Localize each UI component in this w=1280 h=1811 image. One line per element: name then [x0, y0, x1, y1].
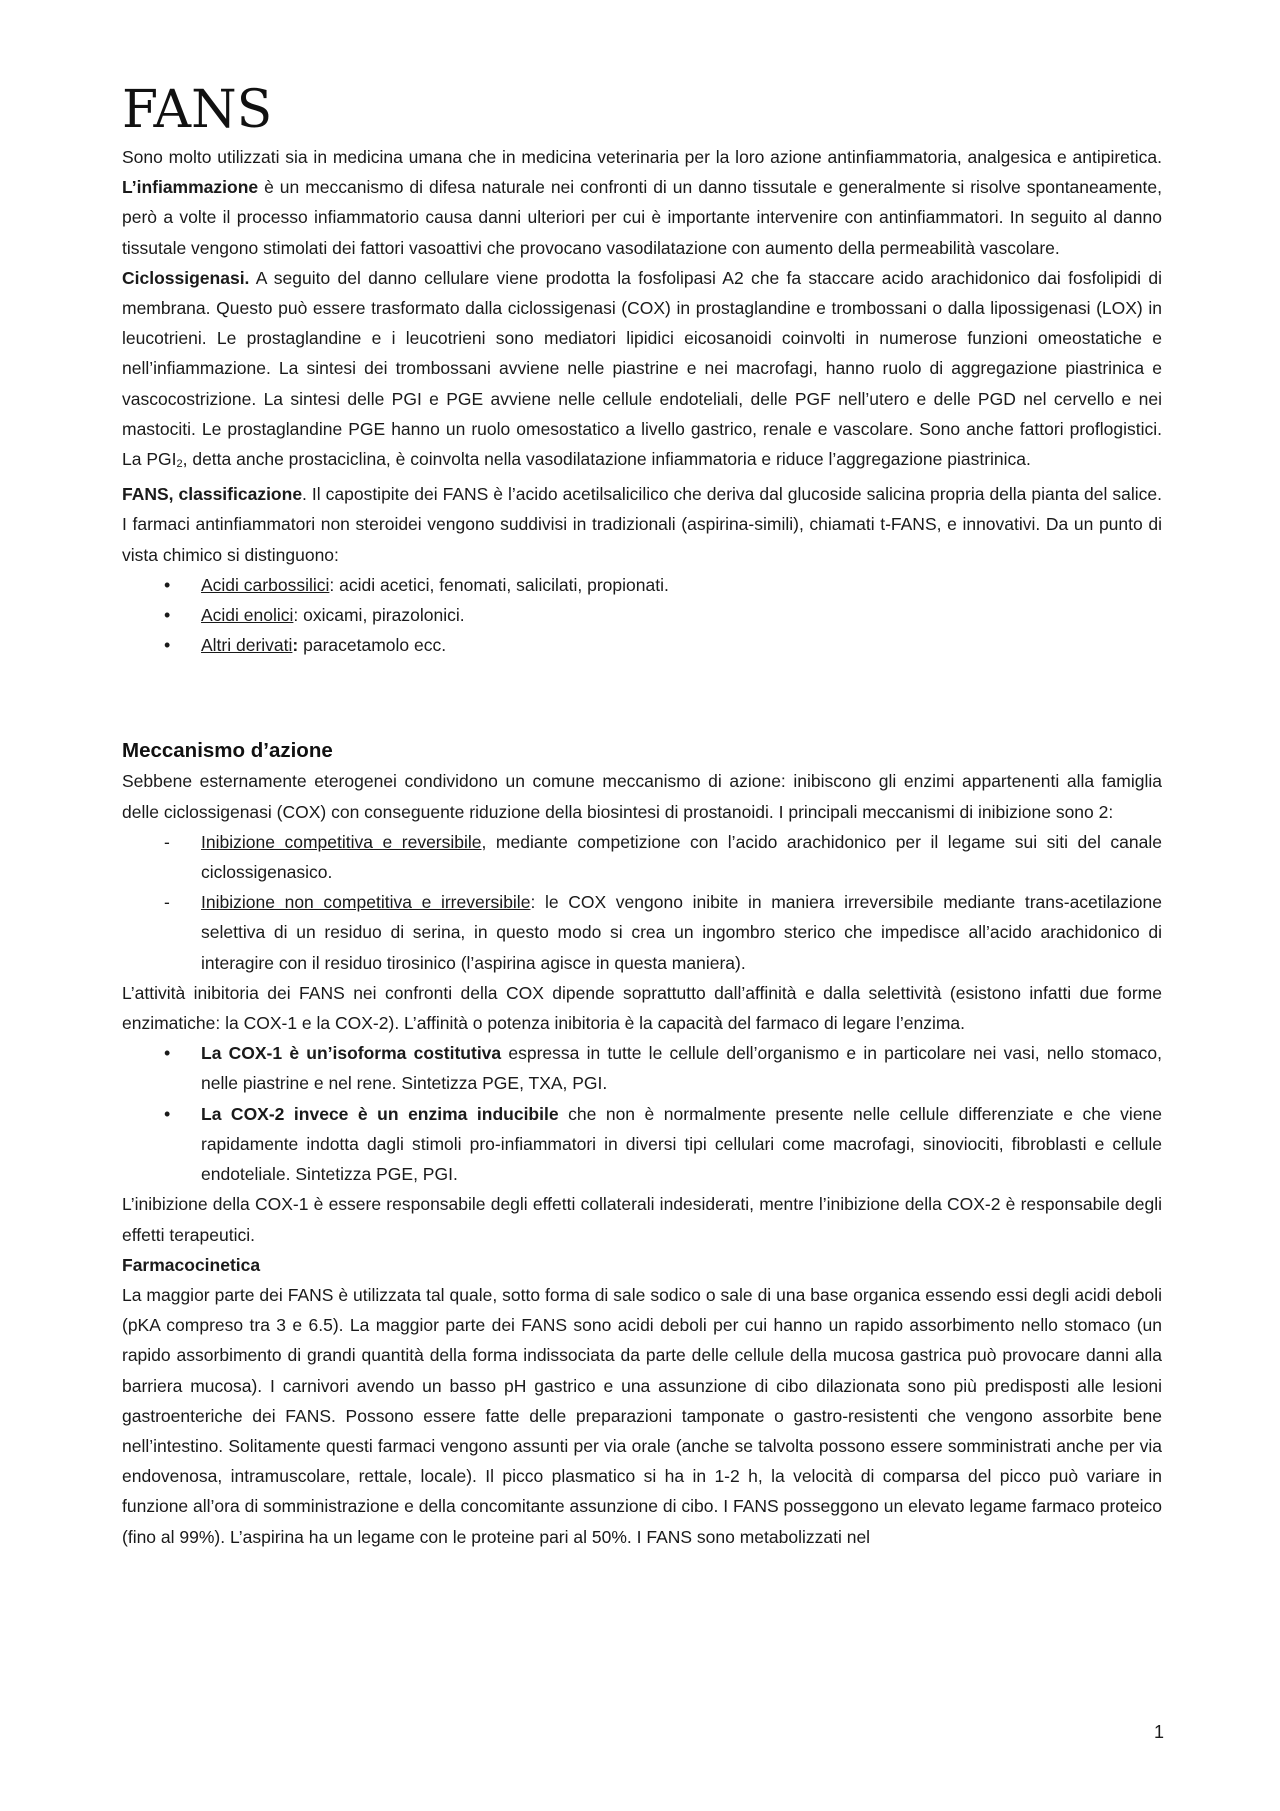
- list-item: [122, 1099, 1162, 1190]
- cox-paragraph: [122, 263, 1162, 479]
- intro-paragraph: [122, 142, 1162, 263]
- list-item-bold: La COX-1 è un’isoforma costitutiva: [201, 1043, 502, 1064]
- list-item: [122, 600, 1162, 630]
- list-item-label: Altri derivati: [201, 635, 293, 656]
- list-item: [122, 570, 1162, 600]
- list-item-sep: :: [292, 635, 299, 656]
- cox-heading: Ciclossigenasi.: [122, 267, 250, 288]
- list-item-text: che non è normalmente presente nelle cellule differenziate e che viene rapidamente indotta dagli stimoli pro-infiammatori in diversi tipi cellulari come macrofagi, sinoviociti, fibroblasti e cellule endoteliale. Sintetizza PGE, PGI.: [201, 1103, 1163, 1185]
- list-item: [122, 1038, 1162, 1098]
- cox-text-b: , detta anche prostaciclina, è coinvolta nella vasodilatazione infiammatoria e riduce l’aggregazione piastrinica.: [182, 449, 1031, 470]
- inhibition-effects-paragraph: L’inibizione della COX-1 è essere responsabile degli effetti collaterali indesiderati, mentre l’inibizione della COX-2 è responsabile degli effetti terapeutici.: [122, 1194, 1162, 1245]
- list-item-text: : le COX vengono inibite in maniera irreversibile mediante trans-acetilazione selettiva di un residuo di serina, in questo modo si crea un ingombro sterico che impedisce all’acido arachidonico di interagire con il residuo tirosinico (l’aspirina agisce in questa maniera).: [201, 892, 1162, 973]
- cox-subscript: 2: [176, 458, 183, 471]
- list-item: [122, 827, 1162, 887]
- page-title: FANS: [122, 80, 273, 140]
- inhibition-list: [122, 827, 1162, 978]
- mechanism-heading: Meccanismo d’azione: [122, 739, 333, 763]
- classification-list: [122, 570, 1162, 661]
- document-page: [122, 78, 1162, 1552]
- classification-paragraph: [122, 479, 1162, 570]
- cox-isoform-list: [122, 1038, 1162, 1189]
- pk-paragraph: La maggior parte dei FANS è utilizzata tal quale, sotto forma di sale sodico o sale di una base organica essendo essi degli acidi deboli (pKA compreso tra 3 e 6.5). La maggior parte dei FANS sono acidi deboli per cui hanno un rapido assorbimento nello stomaco (un rapido assorbimento di grandi quantità della forma indissociata da parte delle cellule della mucosa gastrica può provocare danni alla barriera mucosa). I carnivori avendo un basso pH gastrico e una assunzione di cibo dilazionata sono più predisposti alle lesioni gastroenteriche dei FANS. Possono essere fatte delle preparazioni tamponate o gastro-resistenti che vengono assorbite bene nell’intestino. Solitamente questi farmaci vengono assunti per via orale (anche se talvolta possono essere somministrati anche per via endovenosa, intramuscolare, rettale, locale). Il picco plasmatico si ha in 1-2 h, la velocità di comparsa del picco può variare in funzione all’ora di somministrazione e della concomitante assunzione di cibo. I FANS posseggono un elevato legame farmaco proteico (fino al 99%). L’aspirina ha un legame con le proteine pari al 50%. I FANS sono metabolizzati nel: [122, 1284, 1162, 1547]
- affinity-paragraph: L’attività inibitoria dei FANS nei confronti della COX dipende soprattutto dall’affinità e dalla selettività (esistono infatti due forme enzimatiche: la COX-1 e la COX-2). L’affinità o potenza inibitoria è la capacità del farmaco di legare l’enzima.: [122, 982, 1162, 1034]
- list-item-label: Acidi enolici: [201, 605, 294, 626]
- intro-bold-term: L’infiammazione: [122, 177, 259, 198]
- pk-heading: Farmacocinetica: [122, 1254, 261, 1275]
- list-item-text: : oxicami, pirazolonici.: [293, 605, 465, 626]
- list-item-text: paracetamolo ecc.: [298, 635, 447, 656]
- mechanism-paragraph: Sebbene esternamente eterogenei condividono un comune meccanismo di azione: inibiscono gli enzimi appartenenti alla famiglia delle ciclossigenasi (COX) con conseguente riduzione della biosintesi di prostanoidi. I principali meccanismi di inibizione sono 2:: [122, 771, 1162, 822]
- list-item-label: Inibizione non competitiva e irreversibile: [201, 892, 531, 913]
- list-item-label: Inibizione competitiva e reversibile,: [201, 831, 487, 852]
- list-item-text: : acidi acetici, fenomati, salicilati, propionati.: [329, 574, 669, 595]
- list-item-text: espressa in tutte le cellule dell’organismo e in particolare nei vasi, nello stomaco, nelle piastrine e nel rene. Sintetizza PGE, TXA, PGI.: [201, 1043, 1163, 1094]
- list-item-label: Acidi carbossilici: [201, 574, 330, 595]
- intro-text-a: Sono molto utilizzati sia in medicina umana che in medicina veterinaria per la loro azione antinfiammatoria, analgesica e antipiretica.: [122, 147, 1162, 167]
- classification-text: . Il capostipite dei FANS è l’acido acetilsalicilico che deriva dal glucoside salicina propria della pianta del salice. I farmaci antinfiammatori non steroidei vengono suddivisi in tradizionali (aspirina-simili), chiamati t-FANS, e innovativi. Da un punto di vista chimico si distinguono:: [122, 484, 1162, 565]
- page-number: 1: [1153, 1722, 1164, 1742]
- list-item: [122, 630, 1162, 660]
- section-gap: [122, 660, 1162, 736]
- list-item-text: mediante competizione con l’acido arachidonico per il legame sui siti del canale ciclossigenasico.: [201, 831, 1162, 883]
- cox-text-a: A seguito del danno cellulare viene prodotta la fosfolipasi A2 che fa staccare acido arachidonico dai fosfolipidi di membrana. Questo può essere trasformato dalla ciclossigenasi (COX) in prostaglandine e trombossani o dalla lipossigenasi (LOX) in leucotrieni. Le prostaglandine e i leucotrieni sono mediatori lipidici eicosanoidi coinvolti in numerose funzioni omeostatiche e nell’infiammazione. La sintesi dei trombossani avviene nelle piastrine e nei macrofagi, hanno ruolo di aggregazione piastrinica e vascocostrizione. La sintesi delle PGI e PGE avviene nelle cellule endoteliali, delle PGF nell’utero e delle PGD nel cervello e nei mastociti. Le prostaglandine PGE hanno un ruolo omesostatico a livello gastrico, renale e vascolare. Sono anche fattori proflogistici. La PGI: [122, 267, 1162, 470]
- list-item: [122, 887, 1162, 978]
- intro-text-b: è un meccanismo di difesa naturale nei confronti di un danno tissutale e generalmente si risolve spontaneamente, però a volte il processo infiammatorio causa danni ulteriori per cui è importante intervenire con antinfiammatori. In seguito al danno tissutale vengono stimolati dei fattori vasoattivi che provocano vasodilatazione con aumento della permeabilità vascolare.: [122, 177, 1162, 258]
- classification-heading: FANS, classificazione: [122, 484, 303, 505]
- list-item-bold: La COX-2 invece è un enzima inducibile: [201, 1103, 559, 1124]
